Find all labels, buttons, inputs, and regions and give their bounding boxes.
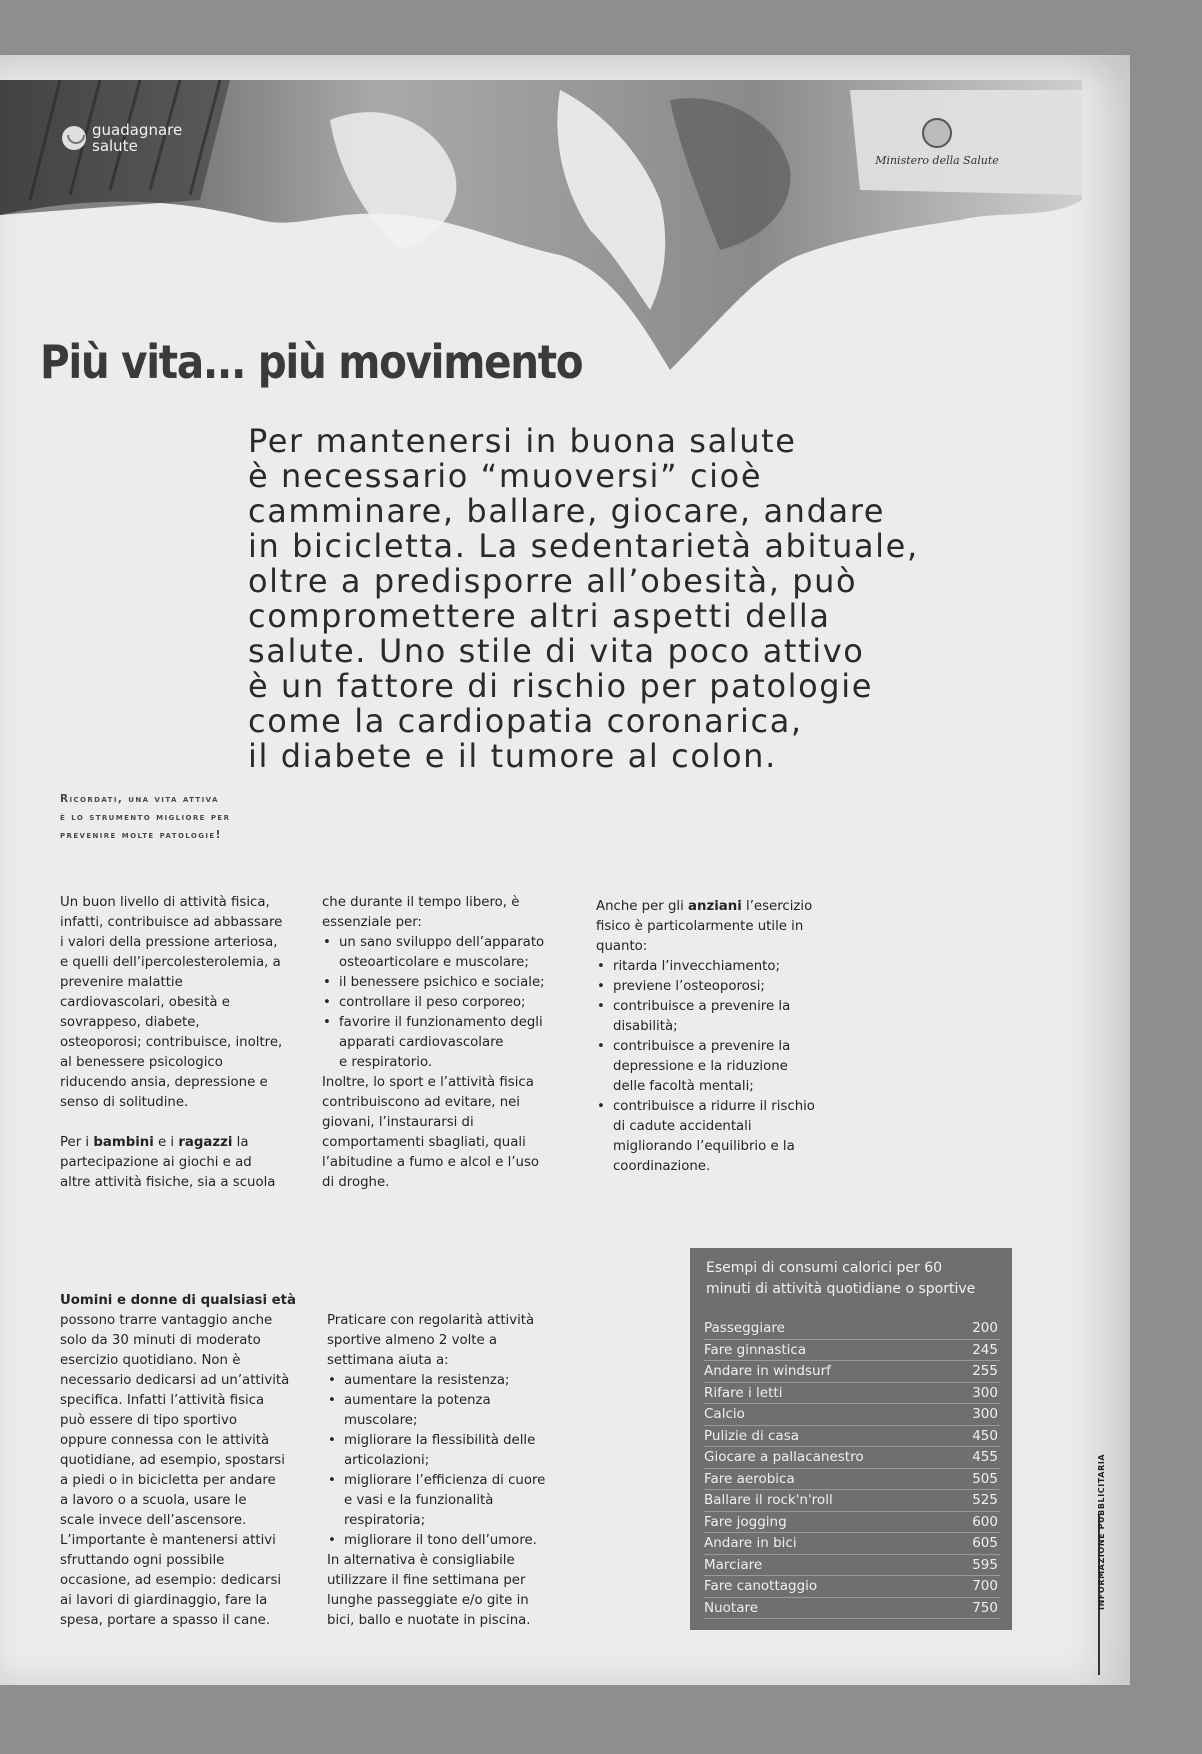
text-line: settimana aiuta a:: [327, 1353, 449, 1368]
list-item: [322, 933, 545, 973]
text-line: occasione, ad esempio: dedicarsi: [60, 1573, 282, 1588]
text-line: altre attività fisiche, sia a scuola: [60, 1175, 276, 1190]
text-line: osteoporosi; contribuisce, inoltre,: [60, 1035, 283, 1050]
reminder-callout: [60, 790, 230, 844]
text-line: può essere di tipo sportivo: [60, 1413, 237, 1428]
table-row: [704, 1576, 1000, 1598]
text-line: coordinazione.: [613, 1159, 711, 1174]
reminder-line: prevenire molte patologie!: [60, 829, 222, 841]
text-line: muscolare;: [344, 1413, 418, 1428]
text-line: possono trarre vantaggio anche: [60, 1313, 273, 1328]
ministero-salute-logo: [862, 118, 1012, 167]
kcal-cell: 750: [972, 1599, 998, 1616]
intro-line: Per mantenersi in buona salute: [248, 422, 797, 460]
text-line: utilizzare il fine settimana per: [327, 1573, 526, 1588]
text-line: e respiratorio.: [339, 1055, 433, 1070]
text-line: a piedi o in bicicletta per andare: [60, 1473, 276, 1488]
activity-cell: Passeggiare: [704, 1320, 785, 1336]
text-line: e vasi e la funzionalità: [344, 1493, 494, 1508]
kcal-cell: 525: [972, 1492, 998, 1508]
text-line: specifica. Infatti l’attività fisica: [60, 1393, 265, 1408]
intro-line: è un fattore di rischio per patologie: [248, 667, 873, 705]
benefit-list: [322, 933, 545, 1073]
calorie-table-rows: [704, 1318, 1000, 1619]
table-row: [704, 1426, 1000, 1448]
list-item: [596, 957, 815, 977]
text-line: cardiovascolari, obesità e: [60, 995, 230, 1010]
text-line: • aumentare la potenza: [344, 1393, 491, 1408]
text-line: • controllare il peso corporeo;: [339, 995, 526, 1010]
activity-cell: Fare jogging: [704, 1513, 787, 1530]
text-line: riducendo ansia, depressione e: [60, 1075, 268, 1090]
text-line: [60, 1133, 282, 1153]
kcal-cell: 605: [972, 1535, 998, 1551]
text-line: articolazioni;: [344, 1453, 430, 1468]
activity-cell: Ballare il rock'n'roll: [704, 1492, 833, 1508]
text-line: e quelli dell’ipercolesterolemia, a: [60, 955, 281, 970]
text-line: • favorire il funzionamento degli: [339, 1015, 543, 1030]
kcal-cell: 255: [972, 1363, 998, 1379]
page-title: Più vita... più movimento: [40, 335, 583, 389]
text-line: l’abitudine a fumo e alcol e l’uso: [322, 1155, 540, 1170]
list-item: [322, 973, 545, 993]
bold-term: ragazzi: [178, 1135, 233, 1150]
table-row: [704, 1404, 1000, 1426]
table-row: [704, 1533, 1000, 1555]
text-line: solo da 30 minuti di moderato: [60, 1333, 261, 1348]
text-line: partecipazione ai giochi e ad: [60, 1155, 252, 1170]
text-line: sfruttando ogni possibile: [60, 1553, 225, 1568]
text-line: scale invece dell’ascensore.: [60, 1513, 247, 1528]
intro-line: salute. Uno stile di vita poco attivo: [248, 632, 865, 670]
intro-line: è necessario “muoversi” cioè: [248, 457, 763, 495]
text-fragment: e i: [153, 1135, 179, 1150]
text-line: esercizio quotidiano. Non è: [60, 1353, 241, 1368]
column-adults-benefits: [60, 893, 282, 1193]
text-line: al benessere psicologico: [60, 1055, 223, 1070]
list-item: [327, 1371, 545, 1391]
text-line: di cadute accidentali: [613, 1119, 752, 1134]
bold-term: Uomini e donne di qualsiasi età: [60, 1293, 296, 1308]
list-item: [327, 1391, 545, 1431]
text-line: Inoltre, lo sport e l’attività fisica: [322, 1075, 534, 1090]
kcal-cell: 455: [972, 1449, 998, 1465]
guadagnare-salute-logo: guadagnare salute: [62, 122, 202, 154]
table-row: [704, 1512, 1000, 1534]
list-item: [596, 997, 815, 1037]
table-row: [704, 1383, 1000, 1405]
activity-cell: Andare in bici: [704, 1535, 797, 1551]
activity-cell: Rifare i letti: [704, 1384, 783, 1401]
text-line: • contribuisce a ridurre il rischio: [613, 1099, 815, 1114]
activity-cell: Giocare a pallacanestro: [704, 1449, 864, 1465]
kcal-cell: 200: [972, 1320, 998, 1336]
table-row: [704, 1598, 1000, 1620]
text-line: necessario dedicarsi ad un’attività: [60, 1373, 290, 1388]
reminder-line: Ricordati, una vita attiva: [60, 793, 219, 805]
smile-icon: [62, 126, 86, 150]
table-row: [704, 1340, 1000, 1362]
intro-line: compromettere altri aspetti della: [248, 597, 831, 635]
list-item: [327, 1431, 545, 1471]
text-line: • previene l’osteoporosi;: [613, 979, 765, 994]
calorie-table: [690, 1248, 1012, 1630]
list-item: [327, 1531, 545, 1551]
text-line: Esempi di consumi calorici per 60: [706, 1260, 943, 1276]
text-line: i valori della pressione arteriosa,: [60, 935, 278, 950]
text-line: quanto:: [596, 939, 648, 954]
text-line: • aumentare la resistenza;: [344, 1373, 510, 1388]
activity-cell: Fare aerobica: [704, 1470, 795, 1487]
activity-cell: Fare ginnastica: [704, 1341, 807, 1358]
intro-line: oltre a predisporre all’obesità, può: [248, 562, 858, 600]
list-item: [322, 1013, 545, 1073]
text-line: [596, 897, 815, 917]
kcal-cell: 450: [972, 1427, 998, 1444]
activity-cell: Calcio: [704, 1406, 745, 1422]
reminder-line: è lo strumento migliore per: [60, 811, 231, 823]
text-line: In alternativa è consigliabile: [327, 1553, 515, 1568]
activity-cell: Pulizie di casa: [704, 1427, 800, 1444]
text-line: Un buon livello di attività fisica,: [60, 895, 270, 910]
bold-term: bambini: [93, 1135, 154, 1150]
text-line: Praticare con regolarità attività: [327, 1313, 535, 1328]
activity-cell: Fare canottaggio: [704, 1578, 818, 1594]
kcal-cell: 245: [972, 1341, 998, 1358]
kcal-cell: 700: [972, 1578, 998, 1594]
text-line: quotidiane, ad esempio, spostarsi: [60, 1453, 285, 1468]
text-line: che durante il tempo libero, è: [322, 895, 520, 910]
activity-cell: Andare in windsurf: [704, 1363, 831, 1379]
text-line: • ritarda l’invecchiamento;: [613, 959, 780, 974]
ministry-name: Ministero della Salute: [875, 154, 999, 167]
text-fragment: la: [232, 1135, 249, 1150]
intro-line: camminare, ballare, giocare, andare: [248, 492, 886, 530]
text-line: apparati cardiovascolare: [339, 1035, 504, 1050]
text-line: senso di solitudine.: [60, 1095, 189, 1110]
text-line: respiratoria;: [344, 1513, 426, 1528]
text-line: giovani, l’instaurarsi di: [322, 1115, 474, 1130]
text-line: sovrappeso, diabete,: [60, 1015, 200, 1030]
advertising-label: INFORMAZIONE PUBBLICITARIA: [1097, 1453, 1106, 1610]
list-item: [596, 1097, 815, 1177]
text-line: essenziale per:: [322, 915, 422, 930]
text-line: • contribuisce a prevenire la: [613, 1039, 791, 1054]
table-row: [704, 1361, 1000, 1383]
text-line: comportamenti sbagliati, quali: [322, 1135, 526, 1150]
text-line: fisico è particolarmente utile in: [596, 919, 804, 934]
text-fragment: Anche per gli: [596, 899, 689, 914]
benefit-list: [327, 1371, 545, 1551]
text-line: a lavoro o a scuola, usare le: [60, 1493, 247, 1508]
text-line: sportive almeno 2 volte a: [327, 1333, 498, 1348]
text-line: oppure connessa con le attività: [60, 1433, 270, 1448]
text-line: • migliorare l’efficienza di cuore: [344, 1473, 546, 1488]
list-item: [596, 1037, 815, 1097]
column-sport-benefits: [327, 1311, 545, 1631]
kcal-cell: 595: [972, 1556, 998, 1573]
intro-paragraph: [248, 424, 968, 774]
text-line: lunghe passeggiate e/o gite in: [327, 1593, 529, 1608]
text-line: ai lavori di giardinaggio, fare la: [60, 1593, 268, 1608]
section-heading: [60, 1291, 296, 1311]
list-item: [596, 977, 815, 997]
table-row: [704, 1447, 1000, 1469]
activity-cell: Nuotare: [704, 1599, 759, 1616]
text-line: depressione e la riduzione: [613, 1059, 788, 1074]
list-item: [322, 993, 545, 1013]
text-line: • contribuisce a prevenire la: [613, 999, 791, 1014]
italian-emblem-icon: [922, 118, 952, 148]
intro-line: il diabete e il tumore al colon.: [248, 737, 777, 775]
kcal-cell: 600: [972, 1513, 998, 1530]
kcal-cell: 300: [972, 1384, 998, 1401]
text-line: bici, ballo e nuotate in piscina.: [327, 1613, 531, 1628]
column-children-benefits: [322, 893, 545, 1193]
text-fragment: l’esercizio: [741, 899, 813, 914]
intro-line: come la cardiopatia coronarica,: [248, 702, 803, 740]
text-line: • un sano sviluppo dell’apparato: [339, 935, 545, 950]
text-line: disabilità;: [613, 1019, 678, 1034]
column-all-ages: [60, 1291, 296, 1631]
kcal-cell: 300: [972, 1406, 998, 1422]
text-line: migliorando l’equilibrio e la: [613, 1139, 795, 1154]
text-line: spesa, portare a spasso il cane.: [60, 1613, 271, 1628]
text-line: minuti di attività quotidiane o sportive: [706, 1281, 976, 1297]
text-line: • il benessere psichico e sociale;: [339, 975, 545, 990]
text-line: • migliorare la flessibilità delle: [344, 1433, 536, 1448]
list-item: [327, 1471, 545, 1531]
text-line: contribuiscono ad evitare, nei: [322, 1095, 521, 1110]
kcal-cell: 505: [972, 1470, 998, 1487]
text-line: di droghe.: [322, 1175, 390, 1190]
text-line: osteoarticolare e muscolare;: [339, 955, 529, 970]
text-fragment: Per i: [60, 1135, 94, 1150]
benefit-list: [596, 957, 815, 1177]
table-row: [704, 1318, 1000, 1340]
intro-line: in bicicletta. La sedentarietà abituale,: [248, 527, 919, 565]
table-row: [704, 1490, 1000, 1512]
column-elderly-benefits: [596, 897, 815, 1177]
text-line: • migliorare il tono dell’umore.: [344, 1533, 537, 1548]
bold-term: anziani: [688, 899, 742, 914]
text-line: delle facoltà mentali;: [613, 1079, 754, 1094]
activity-cell: Marciare: [704, 1556, 763, 1573]
calorie-table-title: [706, 1258, 975, 1300]
text-line: prevenire malattie: [60, 975, 183, 990]
text-line: L’importante è mantenersi attivi: [60, 1533, 276, 1548]
text-line: infatti, contribuisce ad abbassare: [60, 915, 283, 930]
table-row: [704, 1469, 1000, 1491]
table-row: [704, 1555, 1000, 1577]
